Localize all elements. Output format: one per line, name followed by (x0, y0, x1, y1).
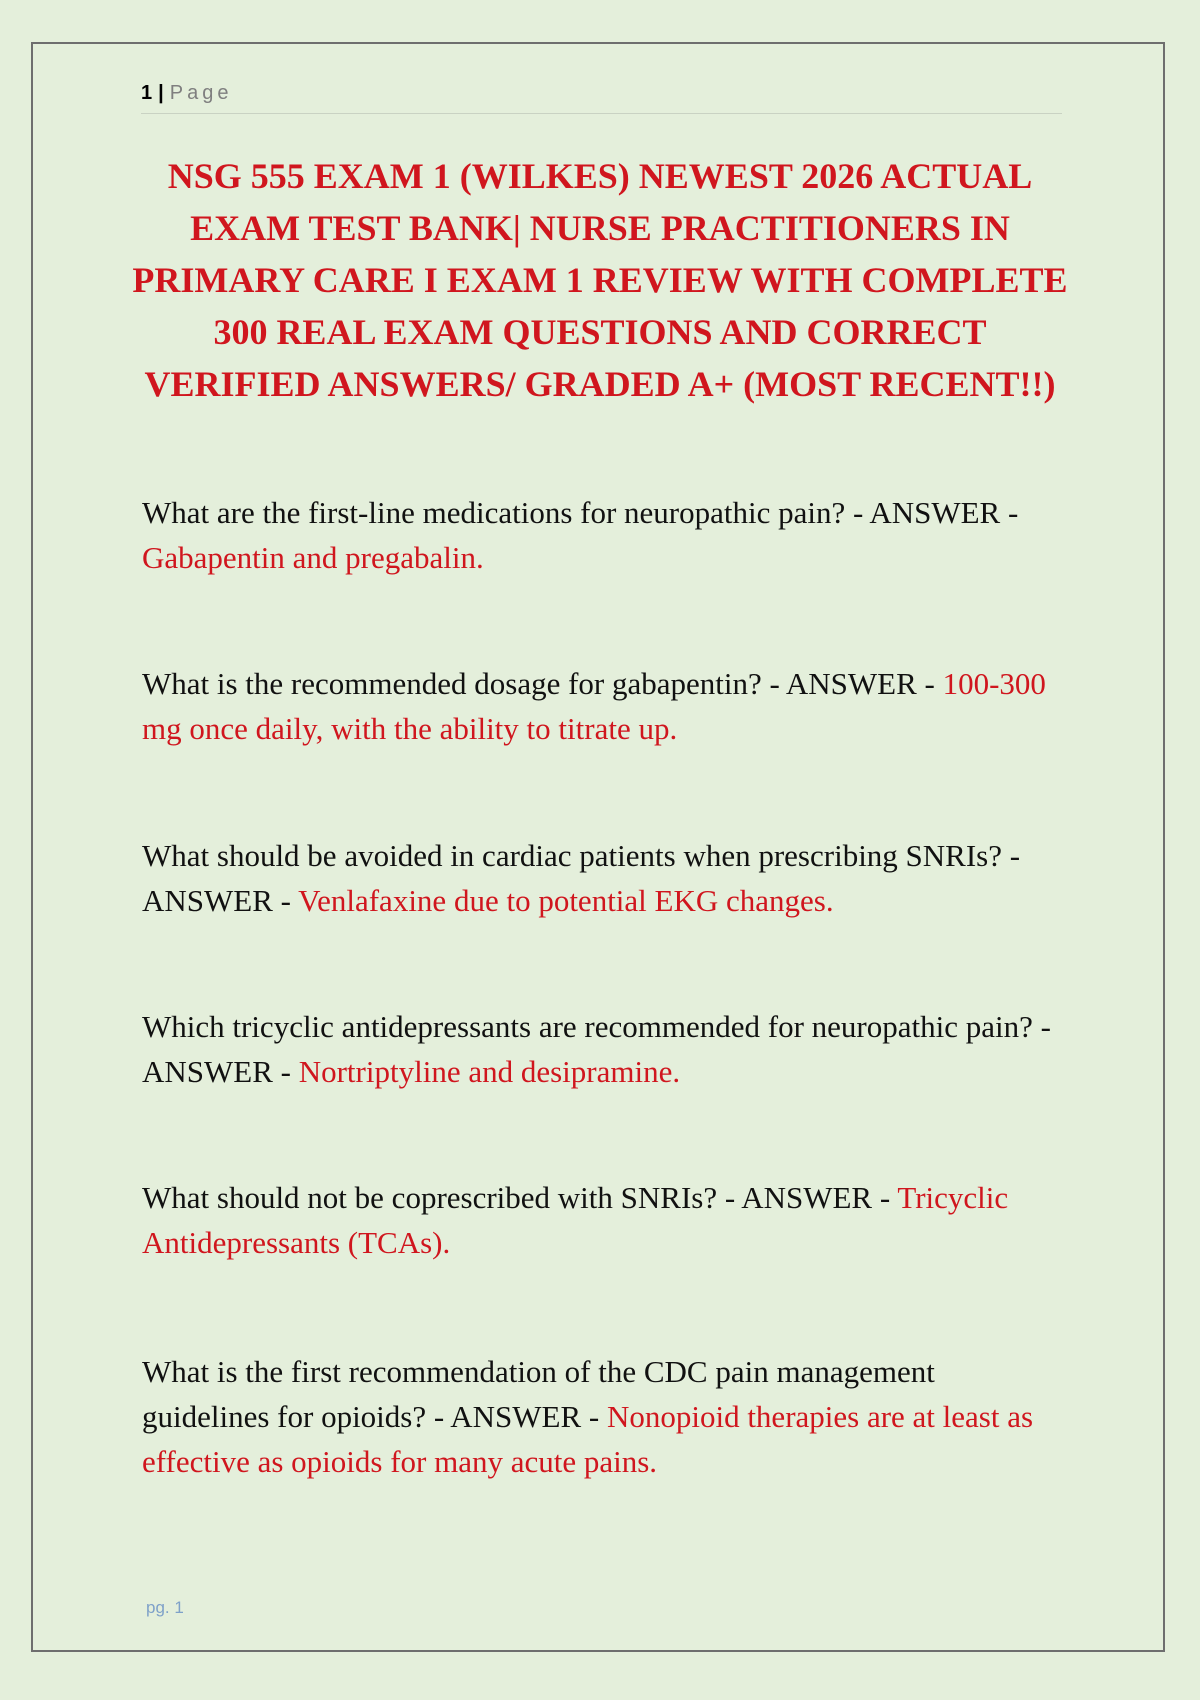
answer-text: Nortriptyline and desipramine. (298, 1054, 681, 1089)
answer-text: 100-300 mg once daily, with the ability to titrate up. (142, 666, 1046, 746)
page-label: Page (169, 82, 233, 104)
qa-item-6 (142, 1349, 1067, 1484)
qa-item-5 (142, 1175, 1067, 1265)
question-text: What are the first-line medications for neuropathic pain? - ANSWER - (142, 495, 1019, 530)
qa-item-3 (142, 833, 1067, 923)
answer-text: Venlafaxine due to potential EKG changes. (298, 883, 834, 918)
page-header (141, 78, 1062, 114)
qa-item-1 (142, 490, 1067, 580)
qa-item-2 (142, 661, 1067, 751)
question-text: Which tricyclic antidepressants are recommended for neuropathic pain? - ANSWER - (142, 1009, 1051, 1089)
qa-item-4 (142, 1004, 1067, 1094)
header-separator: | (158, 82, 164, 104)
answer-text: Nonopioid therapies are at least as effective as opioids for many acute pains. (142, 1399, 1034, 1479)
answer-text: Gabapentin and pregabalin. (142, 540, 484, 575)
question-text: What is the recommended dosage for gabapentin? - ANSWER - (142, 666, 943, 701)
answer-text: Tricyclic Antidepressants (TCAs). (142, 1180, 1009, 1260)
question-text: What should be avoided in cardiac patients when prescribing SNRIs? - ANSWER - (142, 838, 1021, 918)
document-title: NSG 555 EXAM 1 (WILKES) NEWEST 2026 ACTUAL EXAM TEST BANK| NURSE PRACTITIONERS IN PRIMARY CARE I EXAM 1 REVIEW WITH COMPLETE 300 REAL EXAM QUESTIONS AND CORRECT VERIFIED ANSWERS/ GRADED A+ (MOST RECENT!!) (132, 156, 1068, 404)
page-number: 1 (141, 82, 153, 104)
page-footer: pg. 1 (146, 1598, 184, 1617)
question-text: What should not be coprescribed with SNRIs? - ANSWER - (142, 1180, 898, 1215)
question-text: What is the first recommendation of the CDC pain management guidelines for opioids? - ANSWER - (142, 1354, 935, 1434)
